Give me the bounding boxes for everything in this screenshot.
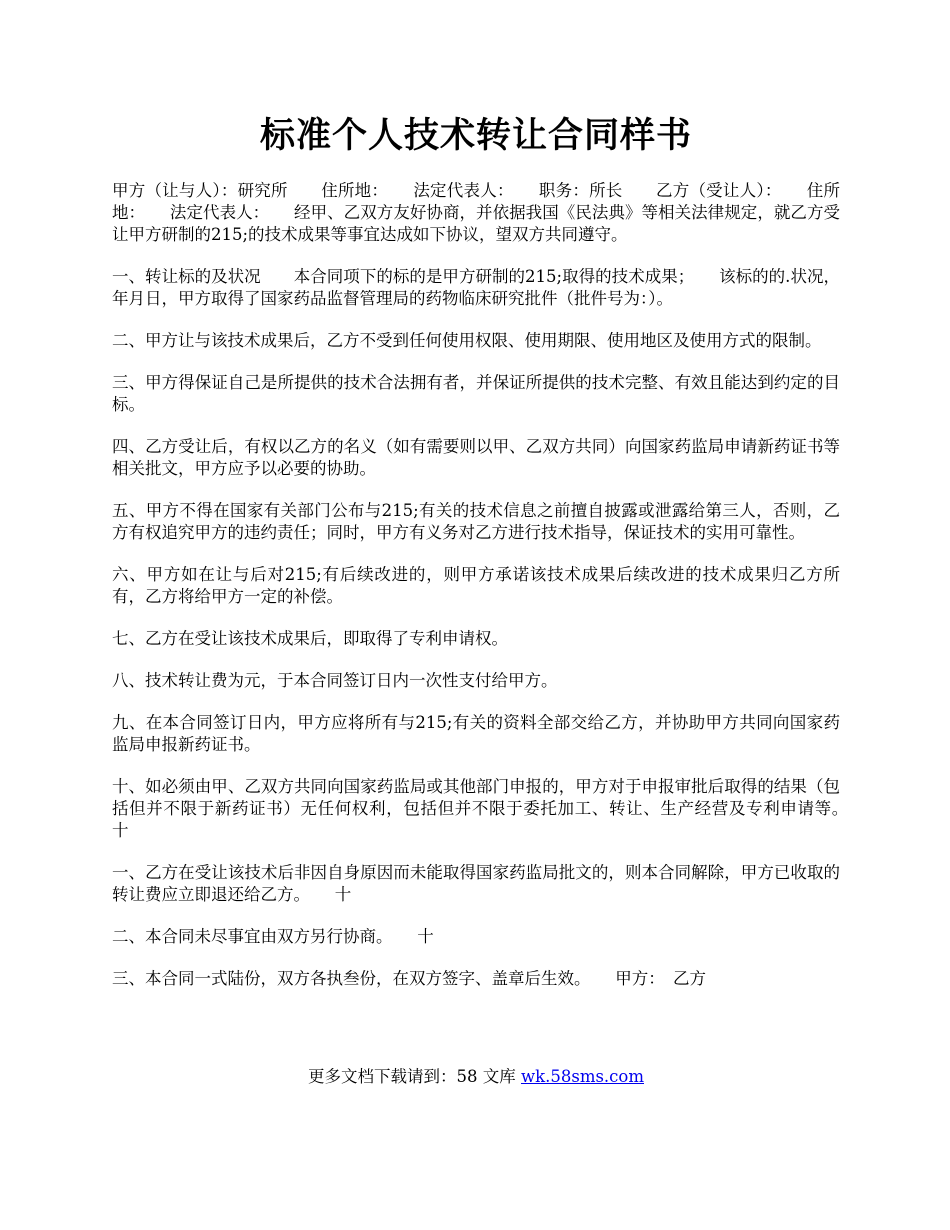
paragraph-clause-1: 一、转让标的及状况 本合同项下的标的是甲方研制的215;取得的技术成果； 该标的的.状况，年月日，甲方取得了国家药品监督管理局的药物临床研究批件（批件号为：）。 xyxy=(112,267,840,308)
document-title: 标准个人技术转让合同样书 xyxy=(259,115,692,156)
paragraph-clause-10: 十、如必须由甲、乙双方共同向国家药监局或其他部门申报的，甲方对于申报审批后取得的结果（包括但并不限于新药证书）无任何权利，包括但并不限于委托加工、转让、生产经营及专利申请等。 十 xyxy=(112,777,873,840)
paragraph-parties: 甲方（让与人）：研究所 住所地： 法定代表人： 职务：所长 乙方（受让人）： 住所地： 法定代表人： 经甲、乙双方友好协商，并依据我国《民法典》等相关法律规定，就乙方受让甲方研制的215;的技术成果等事宜达成如下协议，望双方共同遵守。 xyxy=(112,181,840,244)
paragraph-clause-2: 二、甲方让与该技术成果后，乙方不受到任何使用权限、使用期限、使用地区及使用方式的限制。 xyxy=(112,331,822,350)
paragraph-clause-11: 一、乙方在受让该技术后非因自身原因而未能取得国家药监局批文的，则本合同解除，甲方已收取的转让费应立即退还给乙方。 十 xyxy=(112,863,840,904)
paragraph-clause-5: 五、甲方不得在国家有关部门公布与215;有关的技术信息之前擅自披露或泄露给第三人，否则，乙方有权追究甲方的违约责任；同时，甲方有义务对乙方进行技术指导，保证技术的实用可靠性。 xyxy=(112,501,840,542)
paragraph-clause-8: 八、技术转让费为元，于本合同签订日内一次性支付给甲方。 xyxy=(112,671,558,690)
footer-link[interactable]: wk.58sms.com xyxy=(520,1067,644,1086)
document-body xyxy=(112,180,873,1010)
download-footer xyxy=(112,1066,840,1088)
paragraph-clause-13: 三、本合同一式陆份，双方各执叁份，在双方签字、盖章后生效。 甲方： 乙方 xyxy=(112,969,706,988)
paragraph-clause-3: 三、甲方得保证自己是所提供的技术合法拥有者，并保证所提供的技术完整、有效且能达到约定的目标。 xyxy=(112,373,840,414)
paragraph-clause-12: 二、本合同未尽事宜由双方另行协商。 十 xyxy=(112,927,434,946)
paragraph-clause-7: 七、乙方在受让该技术成果后，即取得了专利申请权。 xyxy=(112,629,508,648)
paragraph-clause-9: 九、在本合同签订日内，甲方应将所有与215;有关的资料全部交给乙方，并协助甲方共同向国家药监局申报新药证书。 xyxy=(112,713,840,754)
footer-text: 更多文档下载请到：58 文库 xyxy=(307,1067,521,1086)
paragraph-clause-6: 六、甲方如在让与后对215;有后续改进的，则甲方承诺该技术成果后续改进的技术成果归乙方所有，乙方将给甲方一定的补偿。 xyxy=(112,565,840,606)
paragraph-clause-4: 四、乙方受让后，有权以乙方的名义（如有需要则以甲、乙双方共同）向国家药监局申请新药证书等相关批文，甲方应予以必要的协助。 xyxy=(112,437,840,478)
